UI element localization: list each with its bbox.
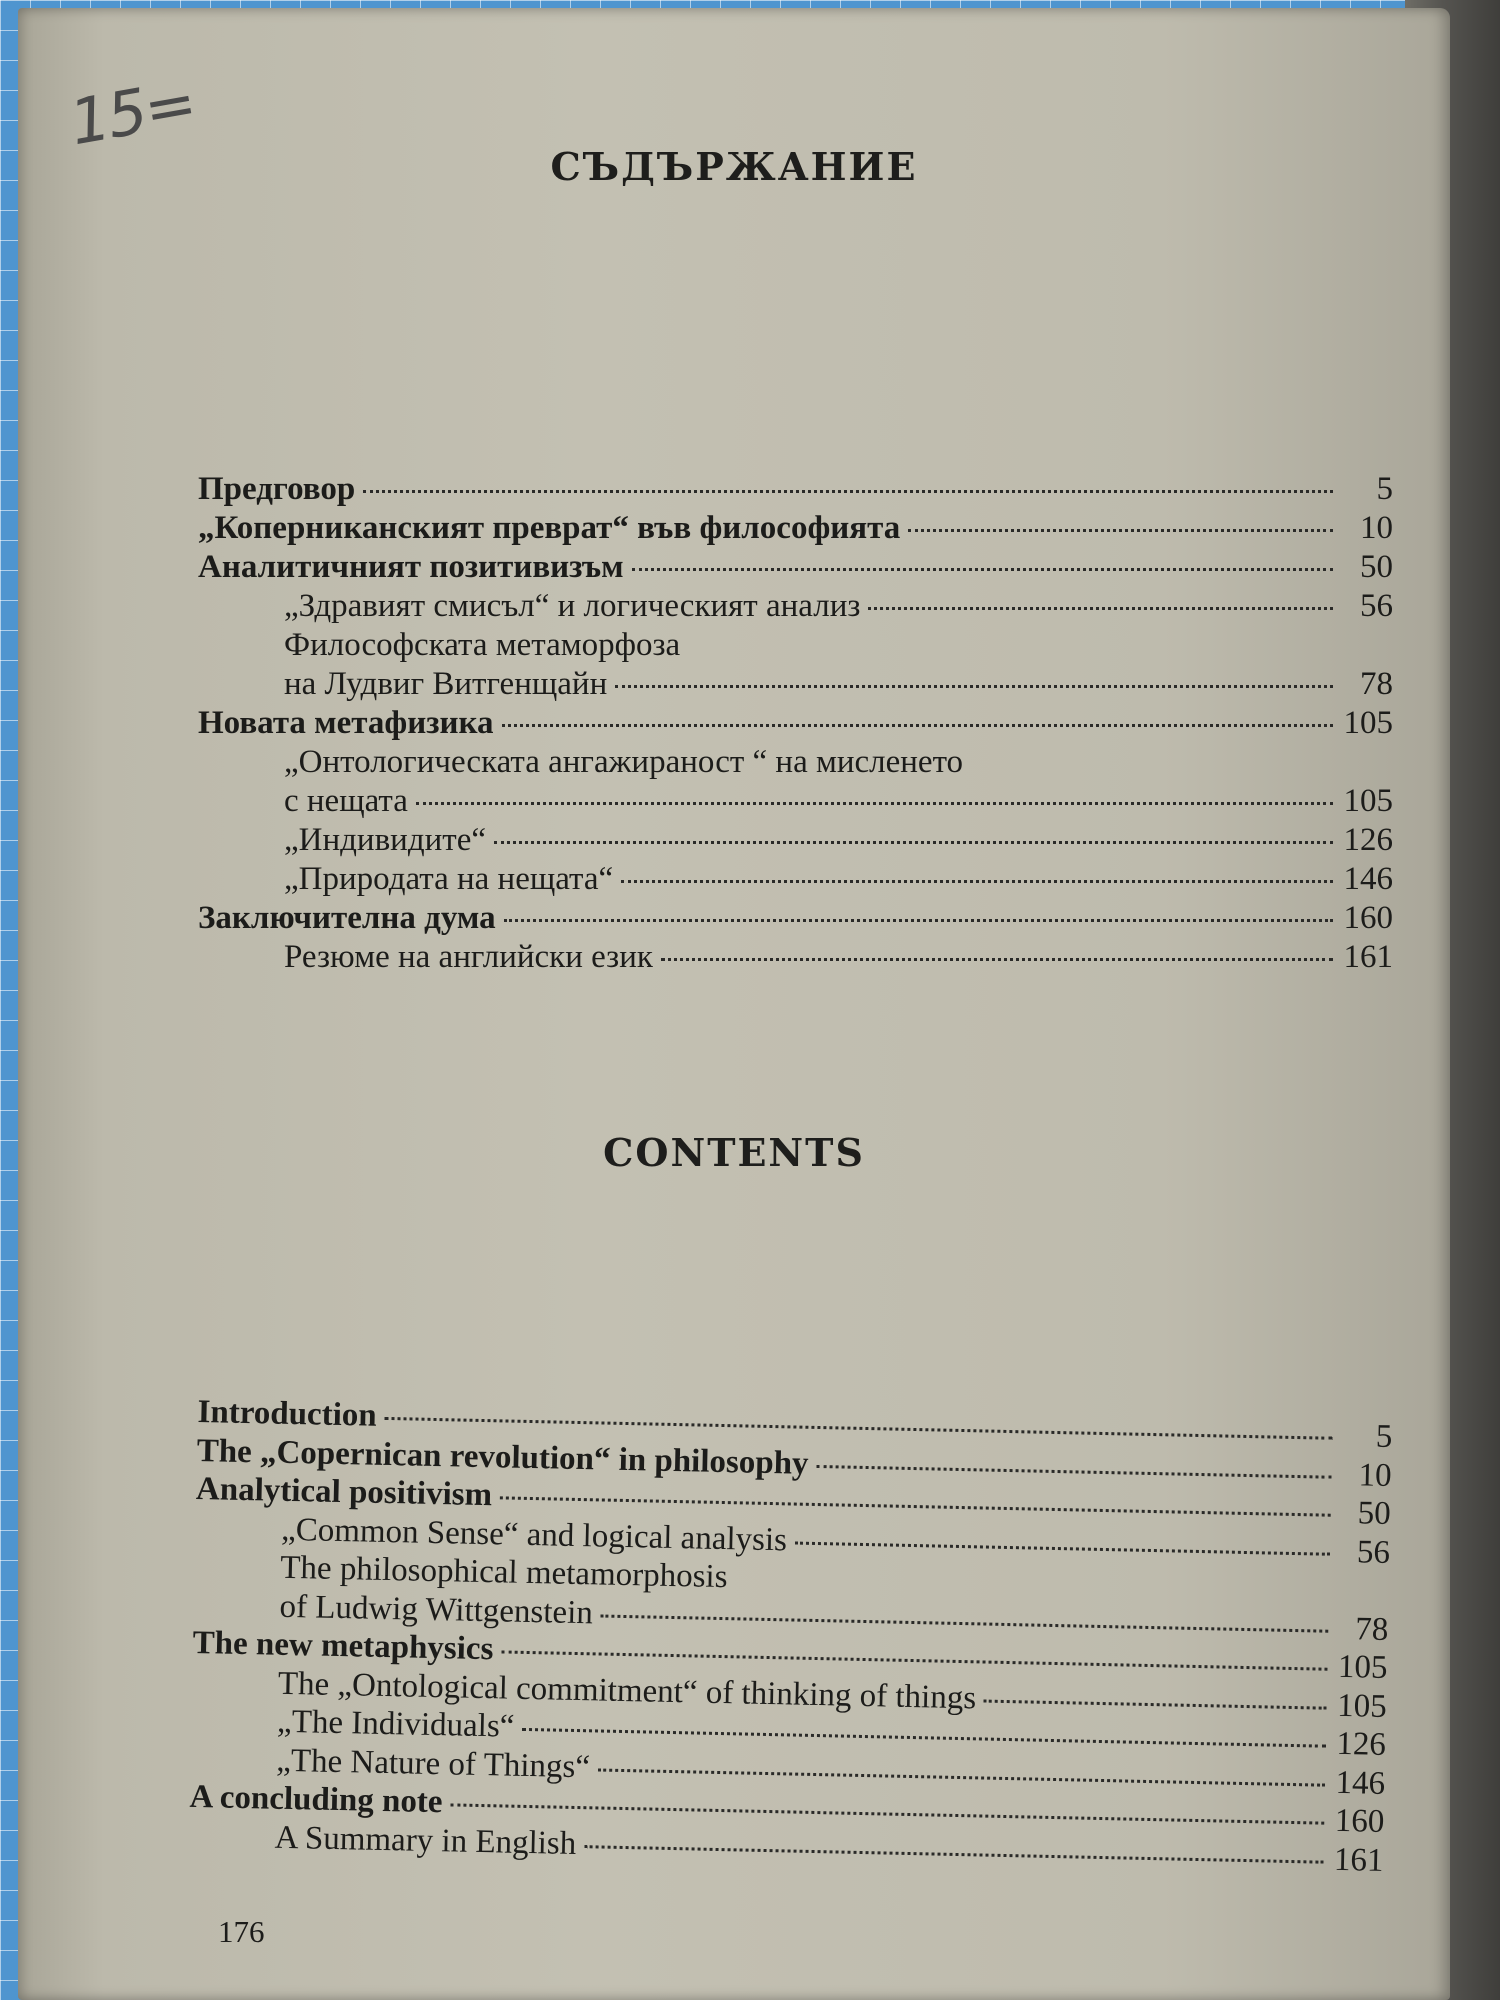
dot-leader	[795, 1541, 1330, 1555]
toc-page-number: 105	[1343, 783, 1393, 819]
toc-entry-label: The „Copernican revolution“ in philosophy	[196, 1432, 809, 1482]
dot-leader	[450, 1803, 1324, 1824]
toc-page-number: 160	[1334, 1802, 1385, 1840]
toc-page-number: 78	[1360, 666, 1393, 702]
toc-page-number: 10	[1358, 1456, 1392, 1494]
toc-entry-label: A concluding note	[189, 1778, 443, 1821]
toc-entry-label: of Ludwig Wittgenstein	[279, 1588, 594, 1631]
toc-entry-label: Философската метаморфоза	[284, 627, 681, 663]
toc-page-number: 78	[1354, 1610, 1389, 1648]
dot-leader	[494, 841, 1333, 844]
toc-page-number: 50	[1357, 1495, 1392, 1533]
dot-leader	[661, 958, 1333, 961]
toc-page-number: 161	[1333, 1841, 1384, 1879]
toc-entry-label: Новата метафизика	[198, 705, 494, 741]
book-page	[18, 8, 1450, 2000]
bulgarian-toc-entry	[198, 899, 1393, 938]
dot-leader	[385, 1417, 1333, 1440]
toc-page-number: 5	[1375, 1418, 1393, 1456]
toc-entry-label: Introduction	[197, 1393, 378, 1434]
dot-leader	[504, 919, 1333, 922]
toc-entry-label: „Онтологическата ангажираност “ на мисленето	[284, 744, 964, 780]
bulgarian-toc-entry	[198, 704, 1393, 743]
toc-entry-label: „Индивидите“	[284, 822, 486, 858]
dot-leader	[908, 529, 1333, 532]
toc-page-number: 5	[1376, 471, 1393, 507]
toc-entry-label: The „Ontological commitment“ of thinking of things	[277, 1665, 977, 1716]
bulgarian-toc-entry	[198, 626, 1393, 665]
toc-entry-label: с нещата	[284, 783, 408, 819]
toc-page-number: 105	[1337, 1648, 1388, 1686]
toc-page-number: 161	[1343, 939, 1393, 975]
toc-page-number: 105	[1336, 1687, 1388, 1725]
toc-entry-label: Аналитичният позитивизъм	[198, 549, 624, 585]
toc-entry-label: „The Individuals“	[276, 1703, 515, 1745]
toc-page-number: 50	[1360, 549, 1393, 585]
toc-page-number: 146	[1343, 861, 1393, 897]
dot-leader	[584, 1845, 1323, 1863]
toc-page-number: 126	[1343, 822, 1393, 858]
english-contents-heading: CONTENTS	[603, 1130, 865, 1175]
toc-entry-label: Analytical positivism	[195, 1470, 493, 1514]
toc-entry-label: A Summary in English	[274, 1819, 577, 1862]
toc-page-number: 126	[1336, 1725, 1387, 1763]
dot-leader	[500, 1496, 1331, 1516]
bulgarian-toc-entry	[198, 548, 1393, 587]
bulgarian-toc-entry	[198, 509, 1393, 548]
dot-leader	[501, 1650, 1327, 1670]
bulgarian-toc-entry	[198, 782, 1393, 821]
bulgarian-toc-entry	[198, 587, 1393, 626]
toc-page-number: 10	[1360, 510, 1393, 546]
dot-leader	[621, 880, 1333, 883]
dot-leader	[984, 1699, 1327, 1709]
page-number: 176	[218, 1914, 265, 1949]
bulgarian-toc-entry	[198, 665, 1393, 704]
bulgarian-toc-entry	[198, 743, 1393, 782]
toc-page-number: 146	[1335, 1764, 1386, 1802]
dot-leader	[615, 685, 1333, 688]
bulgarian-toc-entry	[198, 821, 1393, 860]
handwritten-note: 15=	[64, 65, 201, 160]
toc-page-number: 105	[1343, 705, 1393, 741]
bulgarian-contents-heading: СЪДЪРЖАНИЕ	[550, 144, 918, 189]
bulgarian-toc-entry	[198, 860, 1393, 899]
toc-entry-label: The philosophical metamorphosis	[279, 1549, 728, 1596]
toc-entry-label: на Лудвиг Витгенщайн	[284, 666, 608, 702]
dot-leader	[632, 568, 1333, 571]
bulgarian-toc-entry	[198, 938, 1393, 977]
toc-entry-label: „Природата на нещата“	[284, 861, 614, 897]
dot-leader	[502, 724, 1333, 727]
dot-leader	[601, 1614, 1329, 1632]
dot-leader	[868, 607, 1333, 610]
toc-entry-label: „Здравият смисъл“ и логическият анализ	[284, 588, 861, 624]
toc-entry-label: Предговор	[198, 471, 356, 507]
toc-entry-label: Заключителна дума	[198, 900, 496, 936]
dot-leader	[416, 802, 1333, 805]
toc-entry-label: „The Nature of Things“	[275, 1742, 591, 1785]
bulgarian-toc-entry	[198, 470, 1393, 509]
toc-page-number: 56	[1356, 1533, 1391, 1571]
toc-entry-label: „Коперниканският преврат“ във философията	[198, 510, 901, 546]
bulgarian-toc-list	[198, 470, 1393, 977]
toc-entry-label: „Common Sense“ and logical analysis	[280, 1511, 788, 1558]
toc-page-number: 56	[1360, 588, 1393, 624]
dot-leader	[522, 1728, 1326, 1748]
dot-leader	[598, 1768, 1325, 1786]
toc-page-number: 160	[1343, 900, 1393, 936]
toc-entry-label: The new metaphysics	[192, 1624, 494, 1668]
toc-entry-label: Резюме на английски език	[284, 939, 653, 975]
dot-leader	[363, 490, 1333, 493]
english-toc-list	[188, 1393, 1392, 1880]
dot-leader	[816, 1464, 1331, 1478]
